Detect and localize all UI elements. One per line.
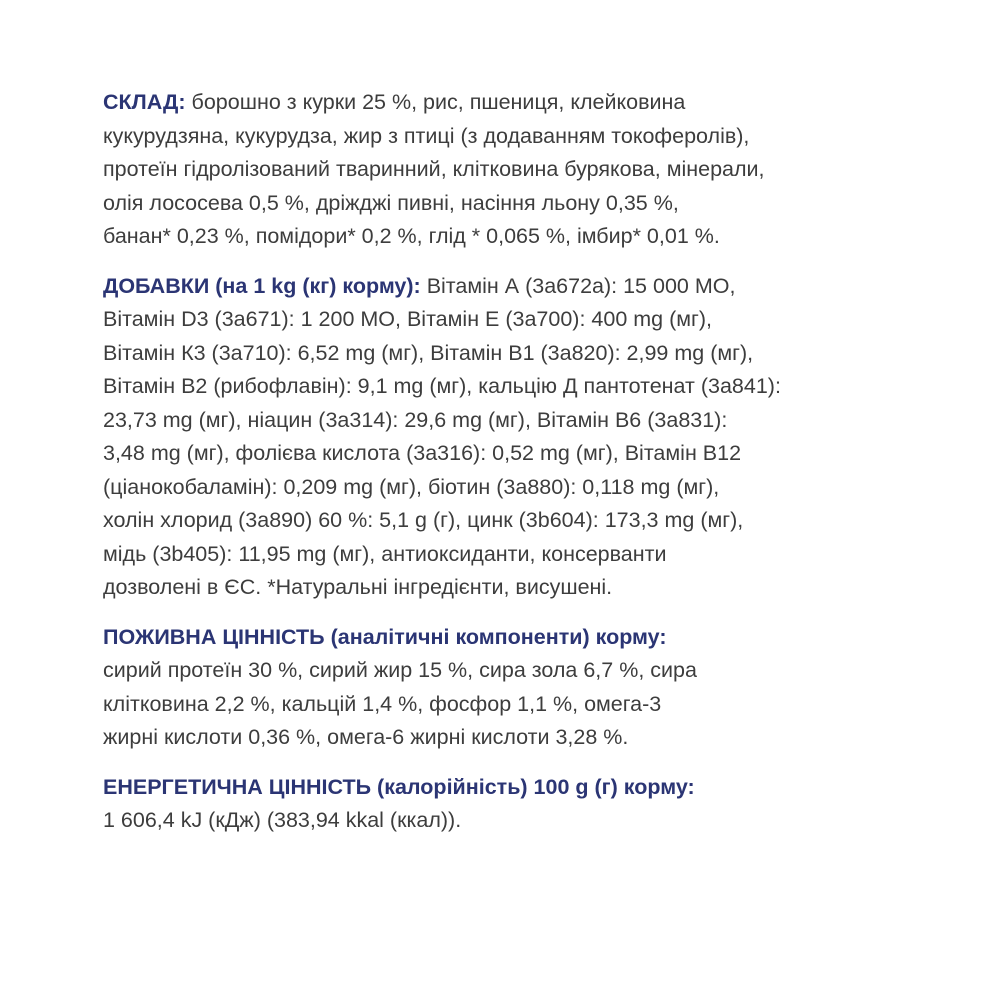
- composition-line: олія лососева 0,5 %, дріжджі пивні, насіння льону 0,35 %,: [103, 190, 679, 215]
- composition-section: [103, 86, 923, 254]
- additives-line: 3,48 mg (мг), фолієва кислота (3а316): 0,52 mg (мг), Вітамін В12: [103, 441, 742, 465]
- additives-line: Вітамін D3 (3а671): 1 200 МО, Вітамін Е (3а700): 400 mg (мг),: [103, 307, 713, 331]
- nutrition-line: сирий протеїн 30 %, сирий жир 15 %, сира зола 6,7 %, сира: [103, 658, 697, 682]
- additives-first-line-text: Вітамін А (3а672а): 15 000 МО,: [420, 273, 736, 298]
- additives-line: Вітамін В2 (рибофлавін): 9,1 mg (мг), кальцію Д пантотенат (3а841):: [103, 374, 781, 398]
- nutrition-line: клітковина 2,2 %, кальцій 1,4 %, фосфор 1,1 %, омега-3: [103, 691, 662, 716]
- nutrition-heading: ПОЖИВНА ЦІННІСТЬ (аналітичні компоненти) корму:: [103, 624, 667, 649]
- additives-line: мідь (3b405): 11,95 mg (мг), антиоксиданти, консерванти: [103, 541, 667, 566]
- additives-line: холін хлорид (3а890) 60 %: 5,1 g (г), цинк (3b604): 173,3 mg (мг),: [103, 508, 744, 532]
- additives-heading: ДОБАВКИ (на 1 kg (кг) корму):: [103, 273, 421, 298]
- composition-first-line-text: борошно з курки 25 %, рис, пшениця, клейковина: [185, 90, 686, 114]
- energy-section: [103, 771, 923, 838]
- composition-line: банан* 0,23 %, помідори* 0,2 %, глід * 0,065 %, імбир* 0,01 %.: [103, 224, 720, 248]
- energy-heading: ЕНЕРГЕТИЧНА ЦІННІСТЬ (калорійність) 100 g (г) корму:: [103, 774, 695, 799]
- nutrition-line: жирні кислоти 0,36 %, омега-6 жирні кислоти 3,28 %.: [103, 725, 629, 749]
- nutrition-section: [103, 621, 923, 755]
- composition-document: [103, 86, 923, 838]
- energy-line: 1 606,4 kJ (кДж) (383,94 kkal (ккал)).: [103, 808, 462, 832]
- additives-line: Вітамін К3 (3а710): 6,52 mg (мг), Вітамін В1 (3а820): 2,99 mg (мг),: [103, 340, 754, 365]
- composition-line: кукурудзяна, кукурудза, жир з птиці (з додаванням токоферолів),: [103, 123, 750, 148]
- additives-line: (ціанокобаламін): 0,209 mg (мг), біотин (3а880): 0,118 mg (мг),: [103, 474, 720, 499]
- additives-line: 23,73 mg (мг), ніацин (3а314): 29,6 mg (мг), Вітамін В6 (3а831):: [103, 407, 728, 432]
- energy-first-line: [103, 771, 923, 805]
- composition-line: протеїн гідролізований тваринний, клітковина бурякова, мінерали,: [103, 157, 765, 181]
- additives-line: дозволені в ЄС. *Натуральні інгредієнти, висушені.: [103, 575, 613, 599]
- composition-first-line: [103, 86, 923, 120]
- additives-first-line: [103, 270, 923, 304]
- additives-section: [103, 270, 923, 605]
- composition-heading: СКЛАД:: [103, 90, 186, 114]
- nutrition-first-line: [103, 621, 923, 655]
